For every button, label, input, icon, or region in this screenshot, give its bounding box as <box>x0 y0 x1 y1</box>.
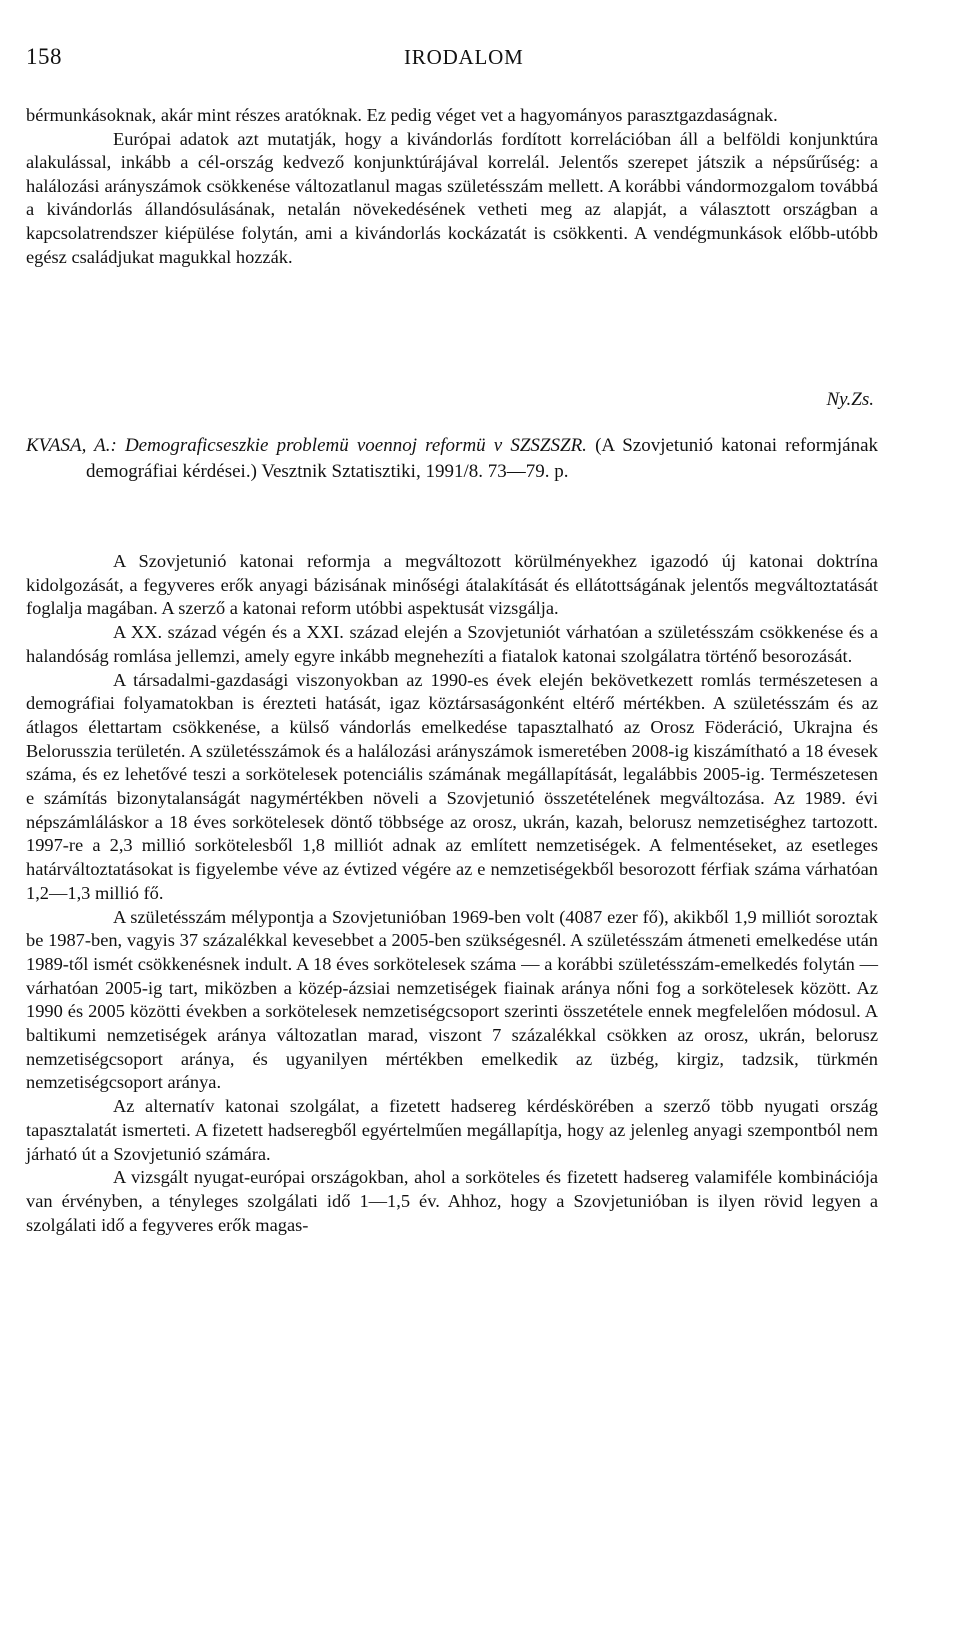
bibliographic-citation <box>26 433 878 484</box>
paragraph: Európai adatok azt mutatják, hogy a kivándorlás fordított korrelációban áll a belföldi konjunktúra alakulással, inkább a cél-ország kedvező konjunktúrájával korrelál. Jelentős szerepet játszik a népsűrűség: a halálozási arányszámok csökkenése változatlanul magas születésszám mellett. A korábbi vándormozgalom továbbá a kivándorlás állandósulásának, netalán növekedésének vetheti meg az alapját, a választott országban a kapcsolatrendszer kiépülése folytán, ami a kivándorlás kockázatát is csökkenti. A vendégmunkások előbb-utóbb egész családjukat magukkal hozzák. <box>26 128 878 267</box>
citation-title: Demograficseszkie problemü voennoj reformü v SZSZSZR. <box>124 435 587 456</box>
review-text <box>26 550 878 1237</box>
paragraph: Az alternatív katonai szolgálat, a fizetett hadsereg kérdéskörében a szerző több nyugati ország tapasztalatát ismerteti. A fizetett hadseregből egyértelműen megállapítja, hogy az jelenleg anyagi szempontból nem járható út a Szovjetunió számára. <box>26 1096 878 1164</box>
paragraph: A Szovjetunió katonai reformja a megváltozott körülményekhez igazodó új katonai doktrína kidolgozását, a fegyveres erők anyagi bázisának minőségi átalakítását és ellátottságának jelentős megváltoztatását foglalja magában. A szerző a katonai reform utóbbi aspektusát vizsgálja. <box>26 551 878 619</box>
reviewer-signature: Ny.Zs. <box>826 389 874 410</box>
paragraph: A társadalmi-gazdasági viszonyokban az 1990-es évek elején bekövetkezett romlás természetesen a demográfiai folyamatokban is érezteti hatását, igaz köztársaságonként eltérő mértékben. A születésszám és az átlagos élettartam csökkenése, a külső vándorlás emelkedése tapasztalható az Orosz Föderáció, Ukrajna és Belorusszia területén. A születésszámok és a halálozási arányszámok ismeretében 2008-ig kiszámítható a 18 évesek száma, és ez lehetővé teszi a sorkötelesek potenciális számának megállapítását, legalábbis 2005-ig. Természetesen e számítás bizonytalanságát nagymértékben növeli a Szovjetunió összetételének megváltozása. Az 1989. évi népszámláláskor a 18 éves sorkötelesek döntő többsége az orosz, ukrán, kazah, belorusz nemzetiséghez tartozott. 1997-re a 2,3 millió sorkötelesből 1,8 milliót adnak az említett nemzetiségek. A felmentéseket, az esetleges határváltoztatásokat is figyelembe véve az évtized végére az e nemzetiségekből besorozott férfiak száma várhatóan 1,2—1,3 millió fő. <box>26 669 878 903</box>
paragraph: A vizsgált nyugat-európai országokban, ahol a sorköteles és fizetett hadsereg valamiféle kombinációja van érvényben, a tényleges szolgálati idő 1—1,5 év. Ahhoz, hogy a Szovjetunióban is ilyen rövid legyen a szolgálati idő a fegyveres erők magas- <box>26 1167 878 1235</box>
citation-details: (A Szovjetunió katonai reformjának demográfiai kérdései.) Vesztnik Sztatisztiki, 1991/8. 73—79. p. <box>86 435 878 482</box>
previous-review-text <box>26 104 878 269</box>
paragraph: A XX. század végén és a XXI. század elején a Szovjetuniót várhatóan a születésszám csökkenése és a halandóság romlása jellemzi, amely egyre inkább megnehezíti a fiatalok katonai szolgálatra történő besorozását. <box>26 622 878 666</box>
running-head: IRODALOM <box>404 45 524 69</box>
paragraph: bérmunkásoknak, akár mint részes aratóknak. Ez pedig véget vet a hagyományos parasztgazdaságnak. <box>26 105 778 125</box>
page-number: 158 <box>26 44 62 69</box>
paragraph: A születésszám mélypontja a Szovjetunióban 1969-ben volt (4087 ezer fő), akikből 1,9 milliót soroztak be 1987-ben, vagyis 37 százalékkal kevesebbet a 2005-ben szükségesnél. A születésszám átmeneti emelkedése után 1989-től ismét csökkenésnek indult. A 18 éves sorkötelesek száma — a korábbi születésszám-emelkedés folytán — várhatóan 2005-ig tart, miközben a közép-ázsiai nemzetiségek fiainak aránya nőni fog a sorkötelesek között. Az 1990 és 2005 közötti években a sorkötelesek nemzetiségcsoport szerinti összetétele ennek megfelelően módosul. A baltikumi nemzetiségek aránya változatlan marad, viszont 7 százalékkal csökken az orosz, ukrán, belorusz nemzetiségcsoport aránya, és ugyanilyen mértékben emelkedik az üzbég, kirgiz, tadzsik, türkmén nemzetiségcsoport aránya. <box>26 906 878 1093</box>
citation-author: KVASA, A.: <box>26 435 117 456</box>
